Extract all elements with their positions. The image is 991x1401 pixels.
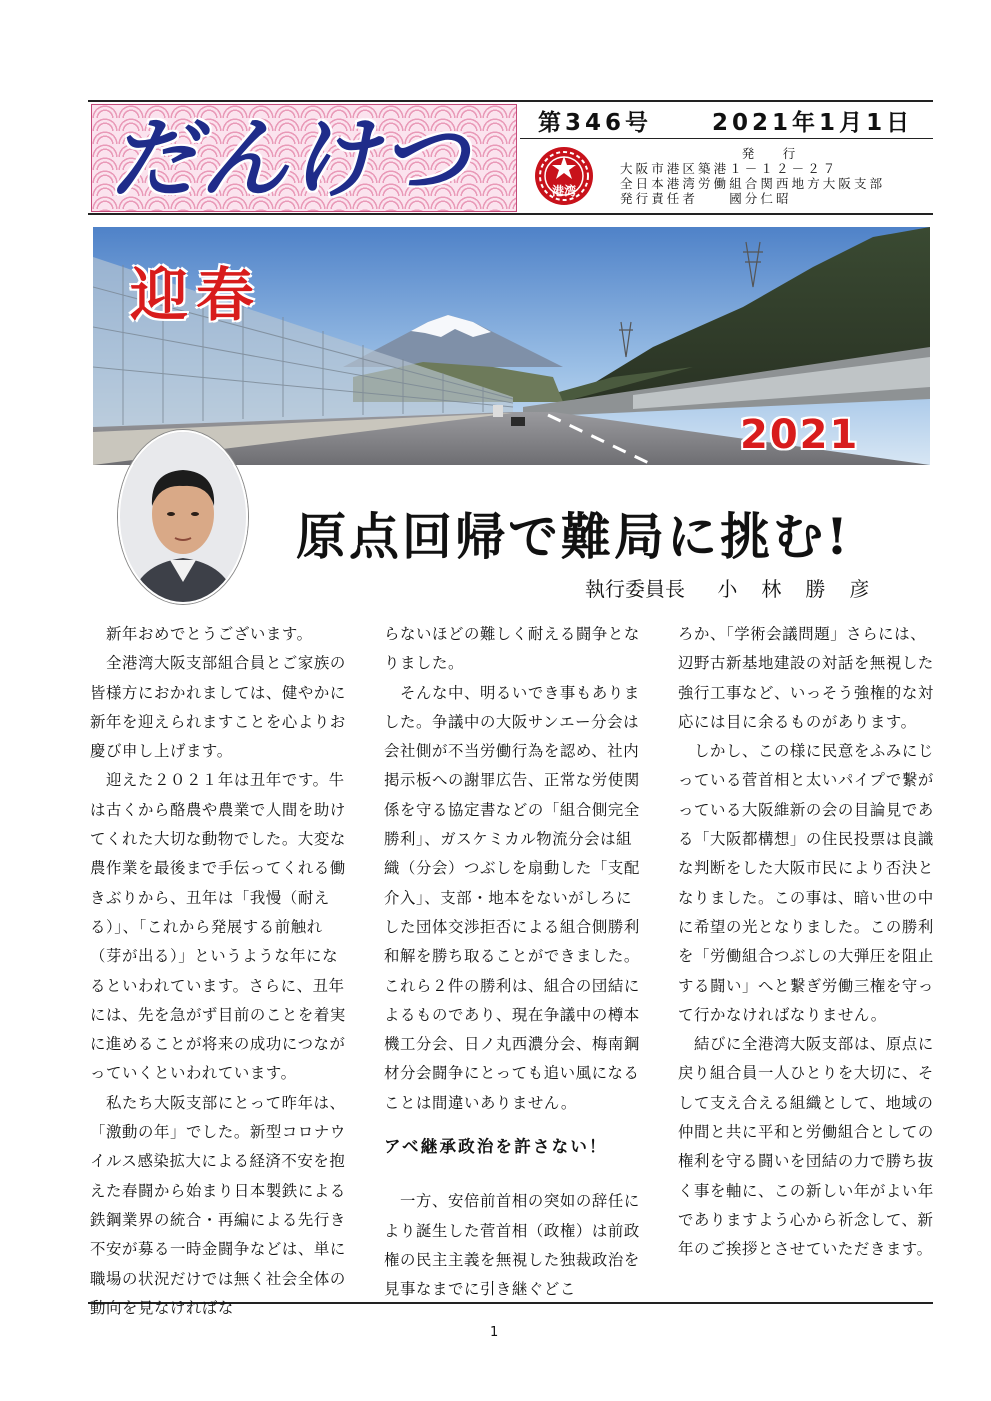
issue-number: 第346号 [538, 110, 653, 136]
issue-info [538, 104, 913, 137]
paragraph: 一方、安倍前首相の突如の辞任により誕生した菅首相（政権）は前政権の民主主義を無視した独裁政治を見事なまでに引き継ぐどこ [384, 1192, 640, 1299]
paragraph: そんな中、明るいでき事もありました。争議中の大阪サンエー分会は会社側が不当労働行為を認め、社内掲示板への謝罪広告、正常な労使関係を守る協定書などの「組合側完全勝利」、ガスケミカル物流分会は組織（分会）つぶしを扇動した「支配介入」、支部・地本をないがしろにした団体交渉拒否による組合側勝利和解を勝ち取ることができました。これら２件の勝利は、組合の団結によるものであり、現在争議中の樽本機工分会、日ノ丸西濃分会、梅南鋼材分会闘争にとっても追い風になることは間違いありません。 [384, 683, 640, 1112]
issue-date: 2021年1月1日 [712, 110, 914, 136]
paragraph: 結びに全港湾大阪支部は、原点に戻り組合員一人ひとりを大切に、そして支え合える組織として、地域の仲間と共に平和と労働組合としての権利を守る闘いを団結の力で勝ち抜く事を軸に、この新しい年がよい年でありますよう心から祈念して、新年のご挨拶とさせていただきます。 [678, 1035, 934, 1259]
paragraph: 迎えた２０２１年は丑年です。牛は古くから酪農や農業で人間を助けてくれた大切な動物でした。大変な農作業を最後まで手伝ってくれる働きぶりから、丑年は「我慢（耐える）」、「これから発展する前触れ（芽が出る）」というような年になるといわれています。さらに、丑年には、先を急がず目前のことを着実に進めることが将来の成功につながっていくといわれています。 [90, 771, 346, 1083]
publisher-responsible: 発行責任者 國分仁昭 [620, 191, 792, 206]
article-column-1 [90, 620, 352, 1323]
author-byline [585, 573, 893, 602]
header-bottom-rule [88, 213, 933, 215]
top-rule [88, 100, 933, 102]
union-seal-logo [533, 145, 595, 207]
paragraph: 全港湾大阪支部組合員とご家族の皆様方におかれましては、健やかに新年を迎えられますことを心よりお慶び申し上げます。 [90, 654, 346, 761]
paragraph: 新年おめでとうございます。 [90, 625, 313, 643]
article-headline: 原点回帰で難局に挑む! [296, 507, 851, 566]
page-number: 1 [490, 1325, 499, 1340]
seal-text: 港湾 [551, 184, 577, 198]
section-subheading: アベ継承政治を許さない！ [384, 1137, 608, 1157]
author-title: 執行委員長 [585, 577, 685, 601]
paragraph: 私たち大阪支部にとって昨年は、「激動の年」でした。新型コロナウイルス感染拡大による経済不安を抱えた春闘から始まり日本製鉄による鉄鋼業界の統合・再編による先行き不安が募る一時金闘争などは、単に職場の状況だけでは無く社会全体の動向を見なければな [90, 1093, 346, 1317]
banner-year: 2021 [740, 412, 860, 458]
publisher-block [620, 146, 925, 206]
paragraph: しかし、この様に民意をふみにじっている菅首相と太いパイプで繋がっている大阪維新の会の目論見である「大阪都構想」の住民投票は良識な判断をした大阪市民により否決となりました。この事は、暗い世の中に希望の光となりました。この勝利を「労働組合つぶしの大弾圧を阻止する闘い」へと繋ぎ労働三権を守って行かなければなりません。 [678, 742, 934, 1024]
publisher-org: 全日本港湾労働組合関西地方大阪支部 [620, 176, 886, 191]
author-portrait [118, 430, 248, 604]
article-column-3 [678, 620, 940, 1265]
paragraph: ろか、「学術会議問題」さらには、辺野古新基地建設の対話を無視した強行工事など、いっそう強権的な対応には目に余るものがあります。 [678, 625, 934, 731]
publisher-address: 大阪市港区築港１－１２－２７ [620, 161, 839, 176]
new-year-greeting: 迎春 [130, 261, 263, 329]
paragraph: らないほどの難しく耐える闘争となりました。 [384, 625, 640, 673]
masthead-title: だんけつ [110, 107, 471, 210]
author-name: 小林勝彦 [717, 577, 894, 601]
publisher-label: 発 行 [741, 146, 804, 161]
issue-divider-rule [520, 138, 933, 139]
masthead [91, 104, 517, 212]
article-column-2 [384, 620, 646, 1305]
